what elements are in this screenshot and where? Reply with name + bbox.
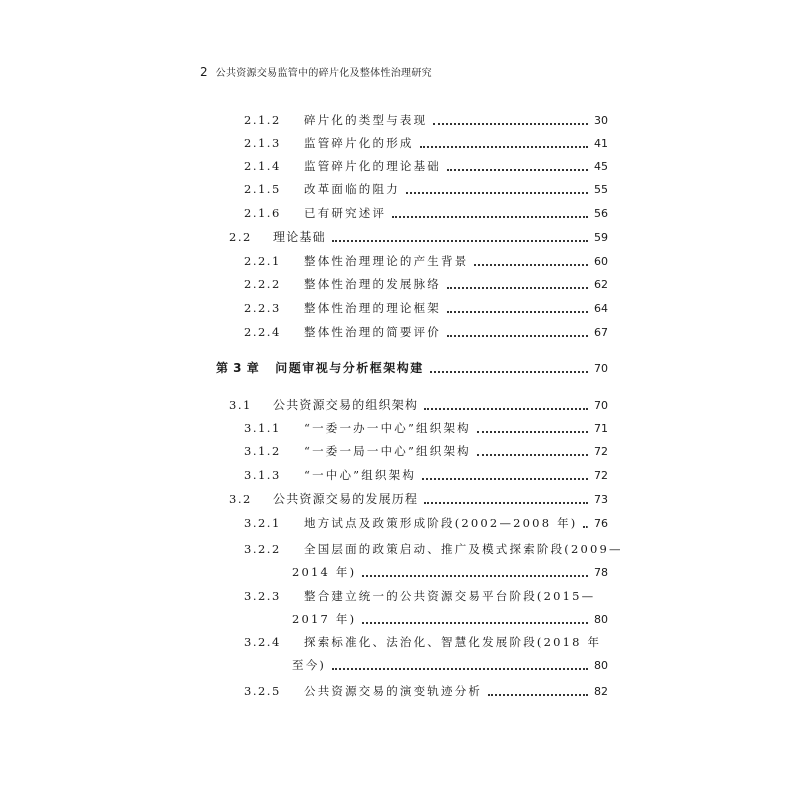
- toc-entry-3-2-3-line1[interactable]: [244, 587, 595, 605]
- toc-entry-number: 3.1.2: [244, 444, 281, 458]
- toc-entry-2-1-4[interactable]: [244, 157, 608, 175]
- chapter-title: 问题审视与分析框架构建: [275, 361, 424, 375]
- dot-leader: [362, 574, 588, 577]
- page-number: 2: [200, 65, 208, 79]
- toc-entry-page: 80: [594, 659, 608, 672]
- toc-entry-3-2[interactable]: [229, 490, 608, 508]
- toc-entry-title: 整体性治理的理论框架: [304, 301, 441, 315]
- toc-entry-page: 62: [594, 278, 608, 291]
- toc-entry-3-2-5[interactable]: [244, 682, 608, 700]
- toc-entry-title: 整体性治理理论的产生背景: [304, 254, 469, 268]
- dot-leader: [430, 370, 588, 373]
- toc-entry-page: 60: [594, 255, 608, 268]
- dot-leader: [583, 525, 588, 528]
- toc-entry-number: 2.2.2: [244, 277, 281, 291]
- toc-entry-number: 3.2.5: [244, 684, 281, 698]
- toc-entry-title: “一委一局一中心”组织架构: [304, 444, 471, 458]
- toc-entry-title: 监管碎片化的理论基础: [304, 159, 441, 173]
- dot-leader: [447, 168, 588, 171]
- toc-entry-page: 70: [594, 362, 608, 375]
- toc-entry-number: 2.2: [229, 230, 252, 244]
- toc-entry-title: “一委一办一中心”组织架构: [304, 421, 471, 435]
- toc-entry-number: 2.2.4: [244, 325, 281, 339]
- dot-leader: [422, 477, 588, 480]
- toc-entry-title: 公共资源交易的演变轨迹分析: [304, 684, 483, 698]
- toc-entry-title: 碎片化的类型与表现: [304, 113, 428, 127]
- toc-entry-number: 3.2: [229, 492, 252, 506]
- dot-leader: [447, 286, 588, 289]
- toc-entry-title: 探索标准化、法治化、智慧化发展阶段(2018 年: [304, 635, 602, 649]
- dot-leader: [488, 693, 588, 696]
- dot-leader: [447, 334, 588, 337]
- dot-leader: [447, 310, 588, 313]
- dot-leader: [477, 453, 588, 456]
- toc-chapter-3[interactable]: [216, 359, 608, 377]
- toc-entry-title: 理论基础: [273, 230, 326, 244]
- book-title: 公共资源交易监管中的碎片化及整体性治理研究: [215, 68, 432, 79]
- toc-entry-page: 30: [594, 114, 608, 127]
- toc-entry-title: 整合建立统一的公共资源交易平台阶段(2015—: [304, 589, 596, 603]
- toc-entry-title: 整体性治理的发展脉络: [304, 277, 441, 291]
- toc-entry-2-1-6[interactable]: [244, 204, 608, 222]
- toc-entry-title: 公共资源交易的组织架构: [273, 398, 419, 412]
- toc-entry-page: 73: [594, 493, 608, 506]
- toc-entry-title: 监管碎片化的形成: [304, 136, 414, 150]
- dot-leader: [332, 667, 588, 670]
- toc-entry-number: 2.1.3: [244, 136, 281, 150]
- toc-entry-3-2-4-line1[interactable]: [244, 633, 601, 651]
- toc-entry-number: 2.2.1: [244, 254, 281, 268]
- toc-entry-2-2-1[interactable]: [244, 252, 608, 270]
- toc-entry-3-1-2[interactable]: [244, 442, 608, 460]
- dot-leader: [477, 430, 588, 433]
- toc-entry-2-2-2[interactable]: [244, 275, 608, 293]
- toc-entry-2-1-3[interactable]: [244, 134, 608, 152]
- toc-entry-page: 82: [594, 685, 608, 698]
- toc-entry-3-1[interactable]: [229, 396, 608, 414]
- toc-entry-title-continued: 2014 年): [292, 565, 357, 579]
- dot-leader: [433, 122, 588, 125]
- toc-entry-page: 72: [594, 445, 608, 458]
- toc-entry-title: 整体性治理的简要评价: [304, 325, 441, 339]
- toc-entry-number: 2.1.2: [244, 113, 281, 127]
- toc-entry-page: 72: [594, 469, 608, 482]
- dot-leader: [420, 145, 588, 148]
- toc-entry-number: 3.1: [229, 398, 252, 412]
- dot-leader: [406, 191, 588, 194]
- dot-leader: [362, 621, 588, 624]
- dot-leader: [424, 407, 588, 410]
- chapter-number: 第 3 章: [216, 361, 260, 375]
- toc-entry-2-2-3[interactable]: [244, 299, 608, 317]
- toc-entry-3-1-1[interactable]: [244, 419, 608, 437]
- toc-entry-title: “一中心”组织架构: [304, 468, 417, 482]
- toc-entry-page: 55: [594, 183, 608, 196]
- toc-entry-page: 56: [594, 207, 608, 220]
- dot-leader: [424, 501, 588, 504]
- toc-entry-2-2-4[interactable]: [244, 323, 608, 341]
- toc-entry-title: 全国层面的政策启动、推广及模式探索阶段(2009—: [304, 542, 623, 556]
- toc-entry-title: 改革面临的阻力: [304, 182, 400, 196]
- dot-leader: [474, 263, 588, 266]
- toc-entry-page: 64: [594, 302, 608, 315]
- toc-entry-number: 3.2.1: [244, 516, 281, 530]
- toc-entry-title: 已有研究述评: [304, 206, 387, 220]
- toc-entry-number: 3.2.4: [244, 635, 281, 649]
- toc-entry-number: 2.1.4: [244, 159, 281, 173]
- toc-entry-page: 70: [594, 399, 608, 412]
- toc-entry-number: 2.1.5: [244, 182, 281, 196]
- toc-entry-2-2[interactable]: [229, 228, 608, 246]
- dot-leader: [392, 215, 588, 218]
- toc-entry-number: 3.2.2: [244, 542, 281, 556]
- toc-entry-page: 76: [594, 517, 608, 530]
- toc-entry-3-2-2-line1[interactable]: [244, 540, 623, 558]
- dot-leader: [332, 239, 588, 242]
- toc-entry-number: 3.2.3: [244, 589, 281, 603]
- toc-entry-page: 78: [594, 566, 608, 579]
- toc-entry-3-2-3-line2[interactable]: [292, 610, 608, 628]
- toc-entry-page: 41: [594, 137, 608, 150]
- toc-entry-title: 地方试点及政策形成阶段(2002—2008 年): [304, 516, 578, 530]
- toc-entry-number: 3.1.3: [244, 468, 281, 482]
- toc-entry-2-1-5[interactable]: [244, 180, 608, 198]
- toc-entry-title-continued: 2017 年): [292, 612, 357, 626]
- toc-entry-3-2-2-line2[interactable]: [292, 563, 608, 581]
- toc-entry-2-1-2[interactable]: [244, 111, 608, 129]
- toc-entry-3-2-1[interactable]: [244, 514, 608, 532]
- toc-entry-title: 公共资源交易的发展历程: [273, 492, 419, 506]
- toc-entry-page: 71: [594, 422, 608, 435]
- toc-entry-number: 2.1.6: [244, 206, 281, 220]
- toc-entry-page: 80: [594, 613, 608, 626]
- toc-entry-page: 45: [594, 160, 608, 173]
- toc-entry-page: 67: [594, 326, 608, 339]
- toc-entry-page: 59: [594, 231, 608, 244]
- toc-entry-number: 2.2.3: [244, 301, 281, 315]
- toc-entry-number: 3.1.1: [244, 421, 281, 435]
- toc-entry-3-1-3[interactable]: [244, 466, 608, 484]
- toc-entry-title-continued: 至今): [292, 658, 327, 672]
- toc-entry-3-2-4-line2[interactable]: [292, 656, 608, 674]
